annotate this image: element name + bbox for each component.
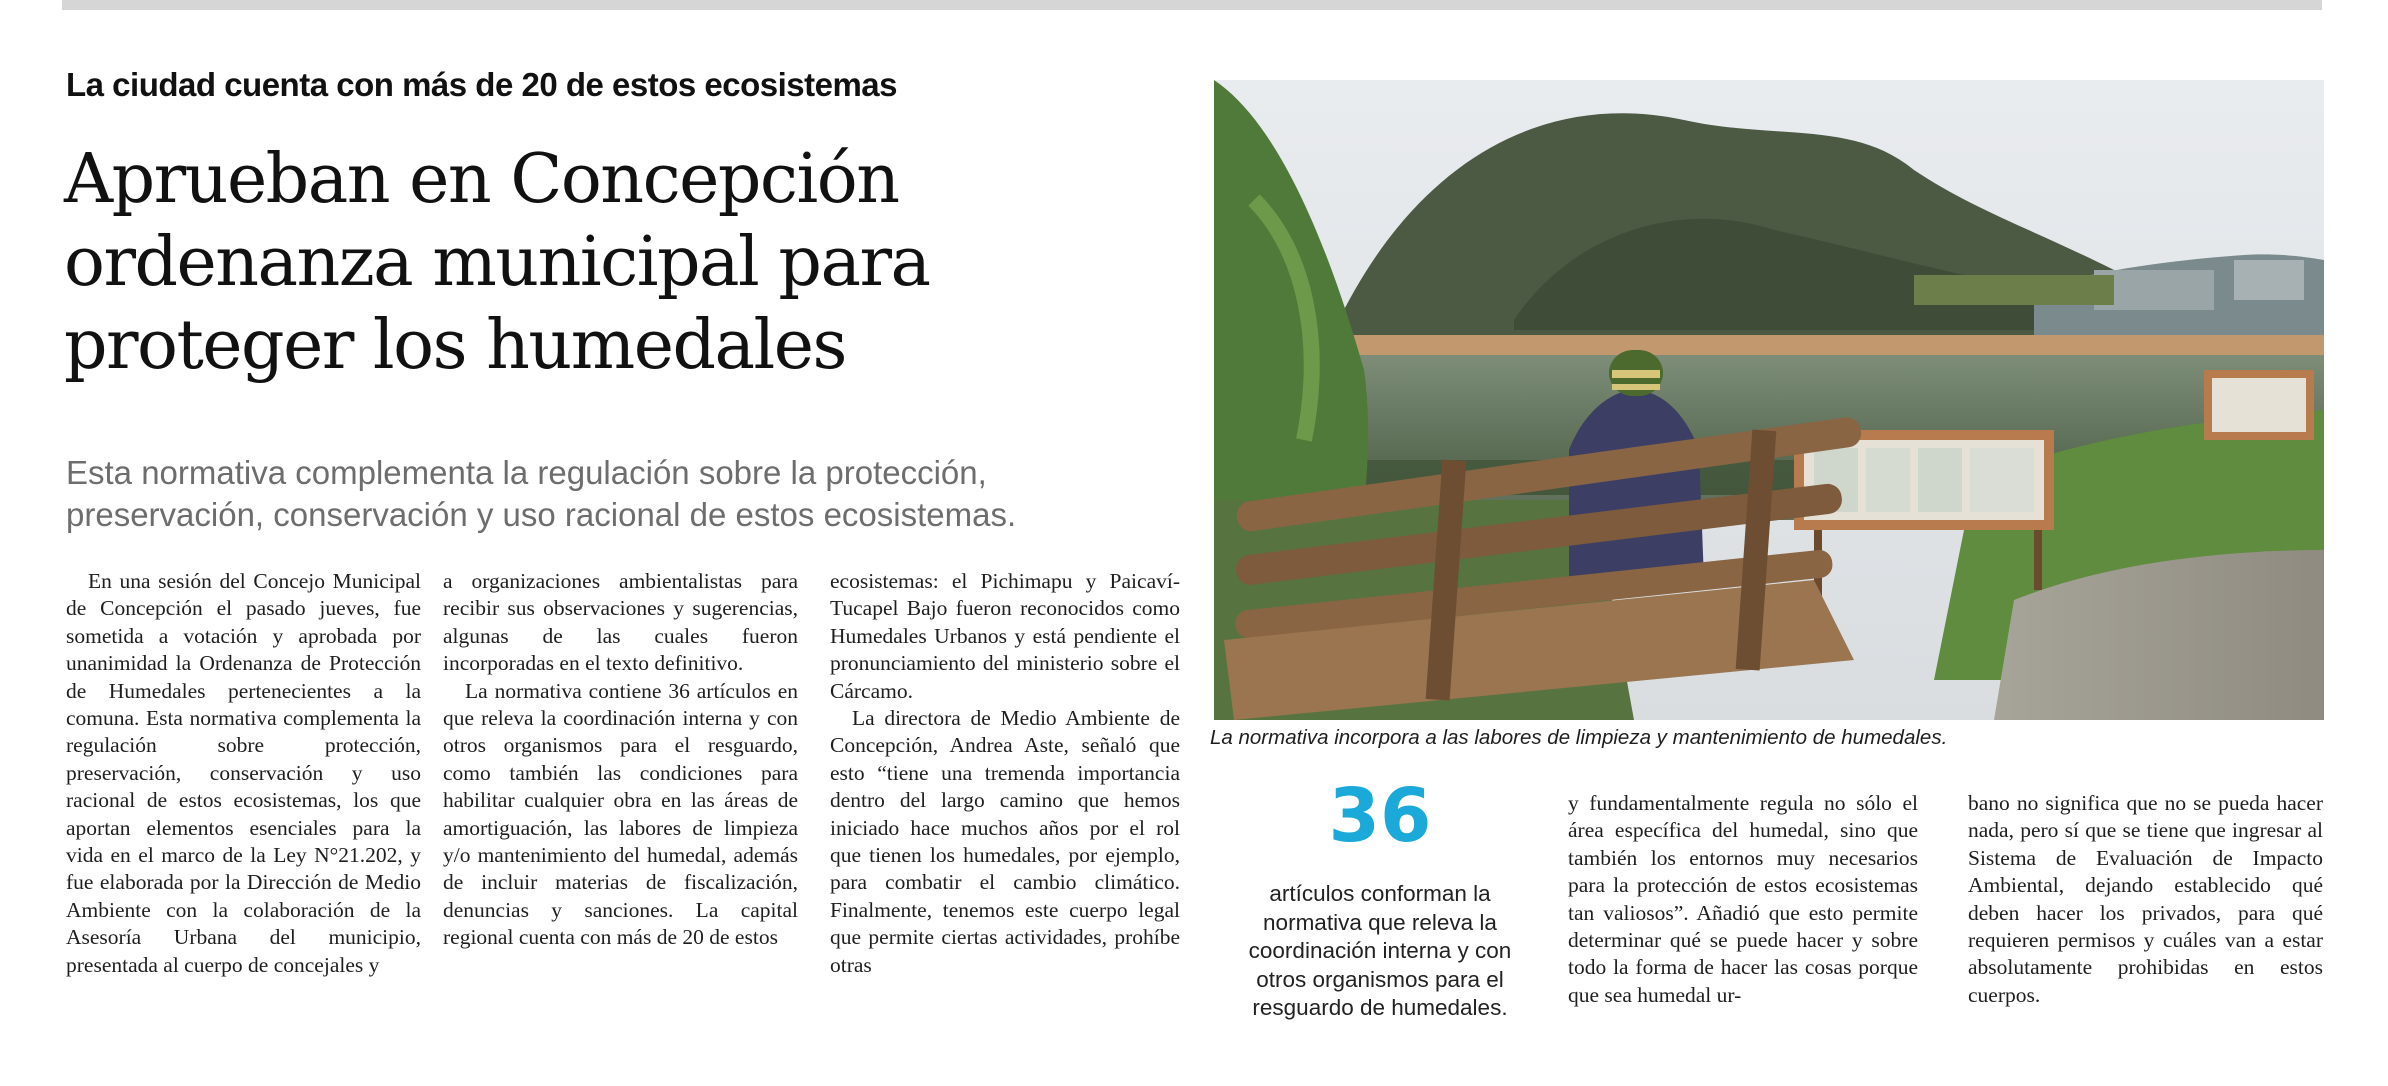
wetland-photo [1214, 80, 2324, 720]
top-rule [62, 0, 2322, 10]
stat-text-line: artículos conforman la [1269, 881, 1491, 906]
body-column-2 [443, 568, 798, 952]
stat-text-line: normativa que releva la [1263, 909, 1497, 935]
stat-number: 36 [1328, 773, 1432, 859]
headline [64, 138, 1194, 387]
stat-text-line: resguardo de humedales. [1252, 995, 1508, 1020]
deck-line: Esta normativa complementa la regulación sobre la protección, [66, 454, 987, 491]
deck [66, 452, 1206, 536]
stat-text [1210, 880, 1550, 1023]
wetland-photo-illustration [1214, 80, 2324, 720]
stat-text-line: otros organismos para el [1256, 966, 1504, 992]
paragraph: y fundamentalmente regula no sólo el área específica del humedal, sino que también los entornos muy necesarios para la protección de estos ecosistemas tan valiosos”. Añadió que esto permite determinar qué se puede hacer y sobre todo la forma de hacer las cosas porque que sea humedal ur- [1568, 791, 1918, 1007]
body-column-5 [1968, 790, 2323, 1009]
deck-line: preservación, conservación y uso racional de estos ecosistemas. [66, 496, 1017, 533]
headline-line: proteger los humedales [64, 306, 846, 385]
body-column-4 [1568, 790, 1918, 1009]
body-column-1 [66, 568, 421, 979]
paragraph: ecosistemas: el Pichimapu y Paicaví-Tucapel Bajo fueron reconocidos como Humedales Urbanos y está pendiente el pronunciamiento del ministerio sobre el Cárcamo. [830, 569, 1180, 703]
paragraph: La normativa contiene 36 artículos en que releva la coordinación interna y con otros organismos para el resguardo, como también las condiciones para habilitar cualquier obra en las áreas de amortiguación, las labores de limpieza y/o mantenimiento del humedal, además de incluir materias de fiscalización, denuncias y sanciones. La capital regional cuenta con más de 20 de estos [443, 678, 798, 950]
paragraph: a organizaciones ambientalistas para recibir sus observaciones y sugerencias, algunas de las cuales fueron incorporadas en el texto definitivo. [443, 569, 798, 676]
paragraph: En una sesión del Concejo Municipal de Concepción el pasado jueves, fue sometida a votación y aprobada por unanimidad la Ordenanza de Protección de Humedales pertenecientes a la comuna. Esta normativa complementa la regulación sobre protección, preservación, conservación y uso racional de estos ecosistemas, los que aportan elementos esenciales para la vida en el marco de la Ley N°21.202, y fue elaborada por la Dirección de Medio Ambiente con la colaboración de la Asesoría Urbana del municipio, presentada al cuerpo de concejales y [66, 569, 421, 977]
photo-caption: La normativa incorpora a las labores de limpieza y mantenimiento de humedales. [1210, 726, 1948, 749]
paragraph: La directora de Medio Ambiente de Concepción, Andrea Aste, señaló que esto “tiene una tremenda importancia dentro del largo camino que hemos iniciado hace muchos años por el rol que tienen los humedales, por ejemplo, para combatir el cambio climático. Finalmente, tenemos este cuerpo legal que permite ciertas actividades, prohíbe otras [830, 706, 1180, 977]
headline-line: ordenanza municipal para [64, 223, 930, 302]
kicker: La ciudad cuenta con más de 20 de estos ecosistemas [66, 66, 898, 103]
paragraph: bano no significa que no se pueda hacer nada, pero sí que se tiene que ingresar al Sistema de Evaluación de Impacto Ambiental, dejando establecido qué deben hacer los privados, para qué requieren permisos y cuáles van a estar absolutamente prohibidas en estos cuerpos. [1968, 791, 2323, 1007]
headline-line: Aprueban en Concepción [64, 140, 899, 219]
stat-text-line: coordinación interna y con [1248, 938, 1512, 963]
body-column-3 [830, 568, 1180, 979]
